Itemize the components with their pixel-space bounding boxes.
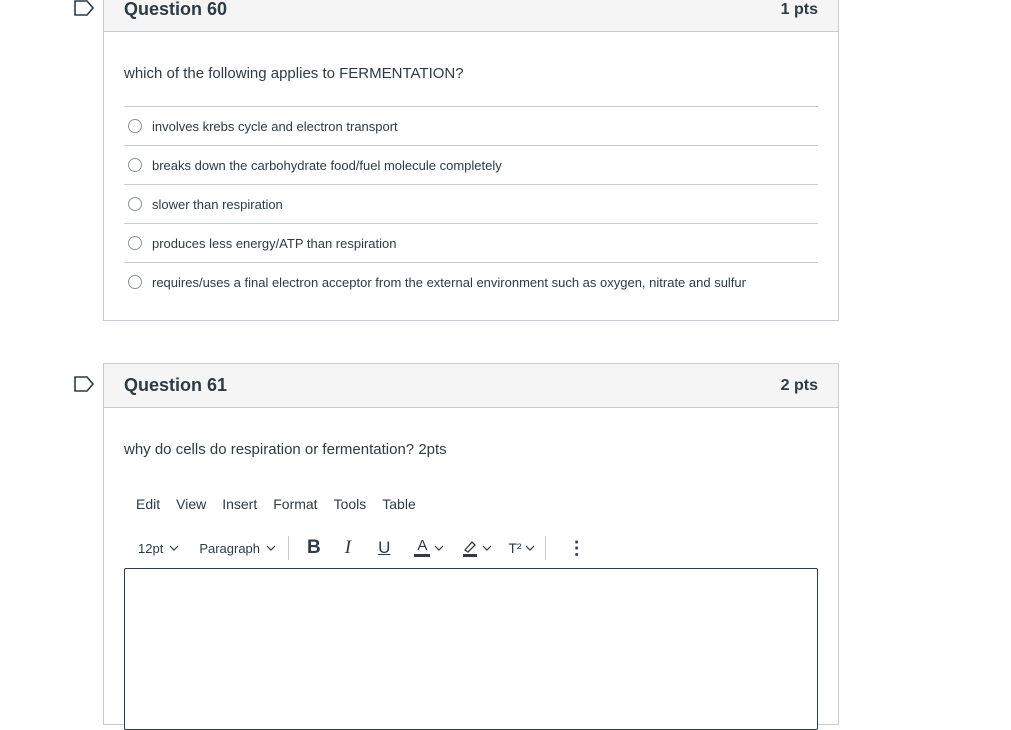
chevron-down-icon	[525, 543, 535, 553]
italic-icon: I	[344, 537, 352, 558]
toolbar-divider	[288, 536, 289, 560]
more-options-button[interactable]	[568, 538, 586, 559]
menu-tools[interactable]: Tools	[333, 496, 367, 512]
answer-label: slower than respiration	[152, 196, 283, 212]
menu-edit[interactable]: Edit	[136, 496, 161, 512]
block-format-dropdown[interactable]	[199, 541, 276, 556]
bold-button[interactable]	[307, 537, 321, 559]
menu-table[interactable]: Table	[382, 496, 416, 512]
radio-button[interactable]	[128, 275, 142, 289]
chevron-down-icon	[266, 543, 276, 553]
more-vertical-icon: ⋮	[567, 537, 586, 558]
answer-option-1[interactable]	[124, 106, 818, 145]
chevron-down-icon	[169, 543, 179, 553]
answer-option-2[interactable]	[124, 145, 818, 184]
flag-question-icon[interactable]	[74, 0, 94, 16]
question-61	[103, 363, 839, 725]
question-points: 2 pts	[780, 376, 818, 394]
underline-button[interactable]	[378, 538, 390, 558]
font-size-value: 12pt	[138, 540, 164, 556]
bold-icon: B	[307, 537, 321, 558]
question-title: Question 60	[124, 0, 228, 19]
radio-button[interactable]	[128, 119, 142, 133]
radio-button[interactable]	[128, 158, 142, 172]
answer-label: requires/uses a final electron acceptor from the external environment such as oxygen, nitrate and sulfur	[152, 274, 746, 290]
answer-option-5[interactable]	[124, 262, 818, 301]
radio-button[interactable]	[128, 197, 142, 211]
menu-view[interactable]: View	[176, 496, 207, 512]
rich-text-editor[interactable]	[124, 568, 818, 730]
menu-format[interactable]: Format	[273, 496, 318, 512]
editor-toolbar	[138, 532, 586, 564]
flag-question-icon[interactable]	[74, 376, 94, 392]
question-points: 1 pts	[780, 0, 818, 18]
answer-label: produces less energy/ATP than respiration	[152, 235, 397, 251]
question-60	[103, 0, 839, 321]
answer-option-4[interactable]	[124, 223, 818, 262]
underline-icon: U	[378, 538, 391, 557]
question-body	[104, 65, 838, 301]
question-text: why do cells do respiration or fermentation? 2pts	[124, 441, 447, 458]
question-header	[104, 0, 838, 32]
chevron-down-icon	[482, 543, 492, 553]
question-title: Question 61	[124, 375, 228, 395]
editor-menubar	[136, 496, 432, 512]
question-body	[104, 441, 838, 458]
text-color-icon: A	[414, 539, 430, 557]
font-size-dropdown[interactable]	[138, 541, 179, 556]
text-color-button[interactable]	[414, 539, 444, 557]
question-text: which of the following applies to FERMENTATION?	[124, 65, 464, 82]
block-format-value: Paragraph	[199, 540, 261, 556]
superscript-icon: T²	[508, 540, 522, 556]
question-header	[104, 364, 838, 408]
radio-button[interactable]	[128, 236, 142, 250]
highlighter-icon	[462, 539, 478, 557]
answer-list	[124, 106, 818, 301]
italic-button[interactable]	[345, 537, 351, 559]
answer-label: involves krebs cycle and electron transport	[152, 118, 398, 134]
superscript-dropdown[interactable]	[508, 540, 534, 556]
chevron-down-icon	[434, 543, 444, 553]
answer-label: breaks down the carbohydrate food/fuel molecule completely	[152, 157, 502, 173]
menu-insert[interactable]: Insert	[222, 496, 258, 512]
highlight-color-button[interactable]	[462, 539, 492, 557]
toolbar-divider	[545, 536, 546, 560]
answer-option-3[interactable]	[124, 184, 818, 223]
